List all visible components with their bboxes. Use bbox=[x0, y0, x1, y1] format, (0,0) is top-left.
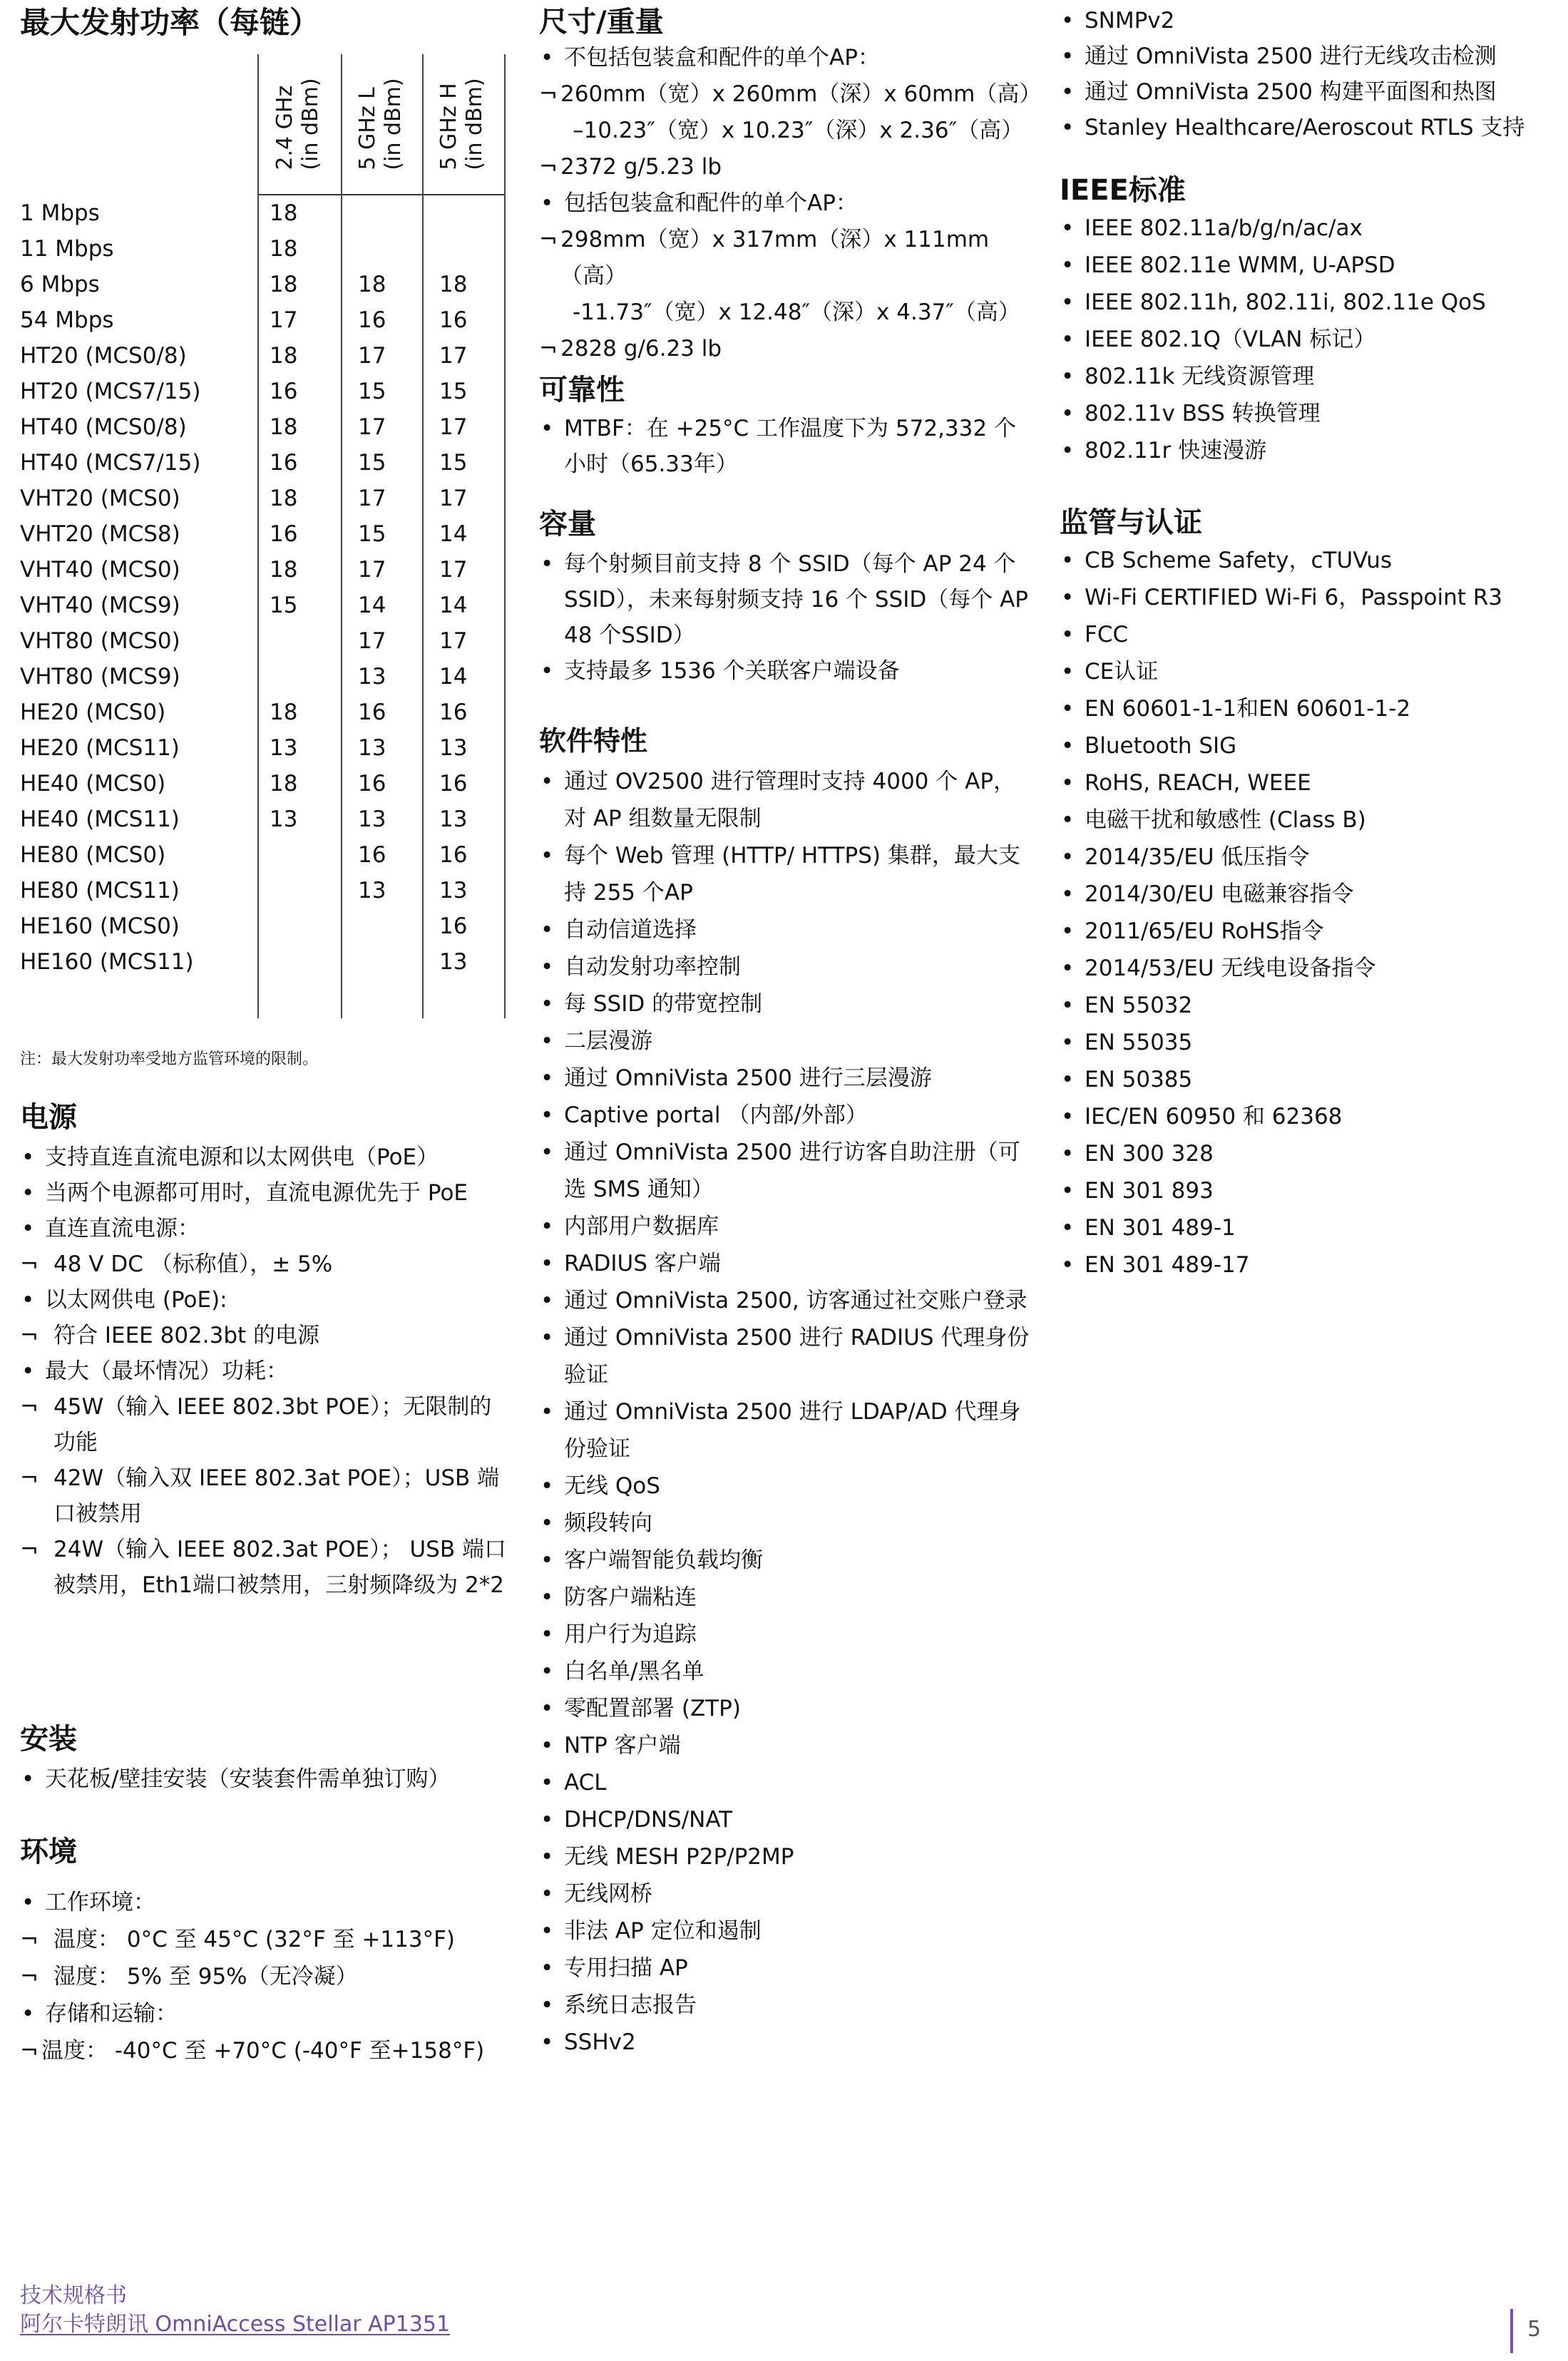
list-item: • EN 301 893 bbox=[1060, 1172, 1559, 1209]
list-item: • 自动发射功率控制 bbox=[539, 948, 1031, 985]
rate-label: HT40 (MCS7/15) bbox=[20, 450, 201, 476]
table-row bbox=[20, 944, 504, 980]
section-regulatory bbox=[1060, 503, 1559, 1284]
list-item: • 专用扫描 AP bbox=[539, 1950, 1031, 1987]
list-item: • 客户端智能负载均衡 bbox=[539, 1542, 1031, 1579]
rate-label: 11 Mbps bbox=[20, 236, 114, 262]
list-subitem: ¬ 48 V DC （标称值），± 5% bbox=[20, 1246, 512, 1282]
value-5ghz-l: 13 bbox=[358, 664, 386, 690]
install-title: 安装 bbox=[20, 1723, 77, 1756]
list-item: • 用户行为追踪 bbox=[539, 1616, 1031, 1653]
value-5ghz-h: 15 bbox=[439, 379, 468, 404]
list-item: • EN 55032 bbox=[1060, 987, 1559, 1024]
table-row bbox=[20, 730, 504, 766]
list-item: • 2014/35/EU 低压指令 bbox=[1060, 839, 1559, 876]
value-5ghz-l: 16 bbox=[358, 307, 386, 333]
rate-label: HE80 (MCS0) bbox=[20, 842, 166, 868]
list-item: • 支持最多 1536 个关联客户端设备 bbox=[539, 653, 1031, 689]
table-row bbox=[20, 659, 504, 695]
list-item: • 以太网供电 (PoE): bbox=[20, 1282, 512, 1318]
table-row bbox=[20, 445, 504, 481]
list-item: • Captive portal （内部/外部） bbox=[539, 1097, 1031, 1134]
value-5ghz-l: 17 bbox=[358, 343, 386, 369]
rate-label: VHT40 (MCS0) bbox=[20, 557, 180, 583]
list-item: • IEEE 802.11a/b/g/n/ac/ax bbox=[1060, 210, 1559, 247]
list-item: • 非法 AP 定位和遏制 bbox=[539, 1912, 1031, 1950]
list-item: • EN 50385 bbox=[1060, 1061, 1559, 1098]
list-subitem: ¬ 2372 g/5.23 lb bbox=[539, 149, 1031, 185]
value-5ghz-l: 15 bbox=[358, 521, 386, 547]
list-item: • 工作环境： bbox=[20, 1884, 512, 1921]
list-item: • IEC/EN 60950 和 62368 bbox=[1060, 1098, 1559, 1135]
tx-power-table-header bbox=[257, 54, 504, 195]
list-item: • ACL bbox=[539, 1764, 1031, 1801]
table-row bbox=[20, 195, 504, 231]
list-item: • 802.11k 无线资源管理 bbox=[1060, 358, 1559, 395]
value-5ghz-l: 17 bbox=[358, 414, 386, 440]
table-row bbox=[20, 552, 504, 588]
list-item: • EN 300 328 bbox=[1060, 1135, 1559, 1172]
section-reliability bbox=[539, 371, 1031, 482]
list-item: • CE认证 bbox=[1060, 653, 1559, 690]
rate-label: VHT80 (MCS9) bbox=[20, 664, 180, 690]
header-cell-5ghz-h bbox=[421, 54, 503, 194]
value-2-4ghz: 18 bbox=[270, 557, 298, 583]
value-2-4ghz: 18 bbox=[270, 771, 298, 797]
value-5ghz-h: 15 bbox=[439, 450, 468, 476]
value-2-4ghz: 18 bbox=[270, 414, 298, 440]
header-cell-2-4ghz bbox=[257, 54, 339, 194]
table-row bbox=[20, 908, 504, 944]
list-item: • 每个 Web 管理 (HTTP/ HTTPS) 集群，最大支持 255 个AP bbox=[539, 837, 1031, 911]
list-subitem: ¬ 45W（输入 IEEE 802.3bt POE）；无限制的功能 bbox=[20, 1389, 512, 1460]
tx-power-note: 注：最大发射功率受地方监管环境的限制。 bbox=[20, 1050, 319, 1068]
list-item: • 2014/53/EU 无线电设备指令 bbox=[1060, 950, 1559, 987]
capacity-title: 容量 bbox=[539, 508, 596, 541]
value-2-4ghz: 13 bbox=[270, 806, 298, 832]
list-item: • 通过 OmniVista 2500 构建平面图和热图 bbox=[1060, 74, 1559, 110]
table-row bbox=[20, 695, 504, 730]
list-item: • EN 301 489-17 bbox=[1060, 1246, 1559, 1284]
table-row bbox=[20, 588, 504, 623]
footer-divider bbox=[1510, 2309, 1513, 2353]
section-software bbox=[539, 722, 1031, 2061]
header-unit: (in dBm) bbox=[462, 78, 487, 170]
value-5ghz-h: 13 bbox=[439, 735, 468, 761]
rate-label: HE160 (MCS11) bbox=[20, 949, 194, 975]
list-subitem: ¬ 24W（输入 IEEE 802.3at POE）； USB 端口被禁用，Eth1端口被禁用，三射频降级为 2*2 bbox=[20, 1532, 512, 1603]
rate-label: HE80 (MCS11) bbox=[20, 878, 180, 903]
list-item: • 自动信道选择 bbox=[539, 911, 1031, 948]
tx-power-title: 最大发射功率（每链） bbox=[20, 5, 320, 40]
table-row bbox=[20, 374, 504, 409]
list-item: • SSHv2 bbox=[539, 2024, 1031, 2061]
reliability-title: 可靠性 bbox=[539, 374, 625, 406]
dimensions-list bbox=[539, 40, 1042, 367]
list-item: • 2014/30/EU 电磁兼容指令 bbox=[1060, 876, 1559, 913]
list-item: • IEEE 802.1Q（VLAN 标记） bbox=[1060, 321, 1559, 358]
value-5ghz-l: 16 bbox=[358, 842, 386, 868]
footer-doc-type: 技术规格书 bbox=[20, 2283, 127, 2308]
value-5ghz-h: 14 bbox=[439, 593, 468, 618]
value-5ghz-l: 17 bbox=[358, 628, 386, 654]
section-power bbox=[20, 1098, 512, 1603]
list-item: • 系统日志报告 bbox=[539, 1987, 1031, 2024]
table-row bbox=[20, 481, 504, 516]
header-label: 5 GHz L bbox=[355, 87, 380, 170]
value-5ghz-l: 17 bbox=[358, 486, 386, 511]
value-5ghz-l: 17 bbox=[358, 557, 386, 583]
list-item: • 通过 OmniVista 2500 进行 LDAP/AD 代理身份验证 bbox=[539, 1393, 1031, 1468]
table-row bbox=[20, 766, 504, 801]
rate-label: HE160 (MCS0) bbox=[20, 913, 180, 939]
list-subitem: -11.73″（宽）x 12.48″（深）x 4.37″（高） bbox=[573, 299, 1020, 325]
list-item: • 不包括包装盒和配件的单个AP： bbox=[539, 40, 1031, 76]
rate-label: 1 Mbps bbox=[20, 200, 100, 226]
value-5ghz-l: 18 bbox=[358, 272, 386, 297]
value-5ghz-h: 17 bbox=[439, 628, 468, 654]
header-cell-5ghz-l bbox=[340, 54, 421, 194]
value-2-4ghz: 18 bbox=[270, 200, 298, 226]
list-item: • EN 60601-1-1和EN 60601-1-2 bbox=[1060, 690, 1559, 727]
list-item: • 无线网桥 bbox=[539, 1875, 1031, 1912]
value-5ghz-l: 13 bbox=[358, 735, 386, 761]
page-number: 5 bbox=[1527, 2317, 1542, 2342]
value-5ghz-h: 16 bbox=[439, 771, 468, 797]
list-item: • 频段转向 bbox=[539, 1505, 1031, 1542]
table-row bbox=[20, 302, 504, 338]
value-5ghz-l: 16 bbox=[358, 700, 386, 725]
list-item: • 每 SSID 的带宽控制 bbox=[539, 985, 1031, 1023]
rate-label: 54 Mbps bbox=[20, 307, 114, 333]
list-item: • EN 301 489-1 bbox=[1060, 1209, 1559, 1246]
section-capacity bbox=[539, 505, 1031, 689]
list-subitem: ¬ 温度： 0°C 至 45°C (32°F 至 +113°F) bbox=[20, 1921, 512, 1958]
dimensions-title: 尺寸/重量 bbox=[539, 6, 664, 39]
table-row bbox=[20, 801, 504, 837]
table-row bbox=[20, 837, 504, 873]
value-2-4ghz: 15 bbox=[270, 593, 298, 618]
ieee-title: IEEE标准 bbox=[1060, 174, 1186, 207]
value-2-4ghz: 18 bbox=[270, 343, 298, 369]
value-5ghz-h: 14 bbox=[439, 521, 468, 547]
value-2-4ghz: 16 bbox=[270, 379, 298, 404]
value-5ghz-l: 13 bbox=[358, 806, 386, 832]
table-row bbox=[20, 516, 504, 552]
list-item: • 内部用户数据库 bbox=[539, 1208, 1031, 1245]
list-item: • 包括包装盒和配件的单个AP： bbox=[539, 185, 1031, 222]
list-item: • 存储和运输： bbox=[20, 1995, 512, 2032]
list-subitem: ¬ 2828 g/6.23 lb bbox=[539, 331, 1031, 367]
list-item: • 电磁干扰和敏感性 (Class B) bbox=[1060, 801, 1559, 839]
list-item: • MTBF：在 +25°C 工作温度下为 572,332 个小时（65.33年） bbox=[539, 411, 1031, 482]
list-item: • 二层漫游 bbox=[539, 1023, 1031, 1060]
list-subitem: ¬ 符合 IEEE 802.3bt 的电源 bbox=[20, 1318, 512, 1353]
list-item: • 支持直连直流电源和以太网供电（PoE） bbox=[20, 1139, 512, 1175]
rate-label: HE20 (MCS0) bbox=[20, 700, 166, 725]
regulatory-title: 监管与认证 bbox=[1060, 506, 1202, 539]
table-row bbox=[20, 267, 504, 302]
list-item: • FCC bbox=[1060, 616, 1559, 653]
list-item: • RADIUS 客户端 bbox=[539, 1245, 1031, 1282]
value-5ghz-h: 14 bbox=[439, 664, 468, 690]
ieee-list bbox=[1060, 210, 1559, 469]
table-row bbox=[20, 409, 504, 445]
table-row bbox=[20, 873, 504, 908]
value-5ghz-h: 17 bbox=[439, 557, 468, 583]
list-item: • 通过 OmniVista 2500 进行 RADIUS 代理身份验证 bbox=[539, 1319, 1031, 1393]
section-install bbox=[20, 1720, 512, 1797]
environment-list bbox=[20, 1884, 512, 2069]
list-item: • 无线 MESH P2P/P2MP bbox=[539, 1838, 1031, 1875]
power-list bbox=[20, 1139, 512, 1603]
list-subitem: ¬ 260mm（宽）x 260mm（深）x 60mm（高） bbox=[539, 76, 1031, 113]
rate-label: 6 Mbps bbox=[20, 272, 100, 297]
list-item: • 防客户端粘连 bbox=[539, 1579, 1031, 1616]
value-5ghz-h: 16 bbox=[439, 842, 468, 868]
header-label: 2.4 GHz bbox=[272, 85, 297, 170]
rate-label: HT20 (MCS7/15) bbox=[20, 379, 201, 404]
list-item: • 通过 OmniVista 2500 进行三层漫游 bbox=[539, 1060, 1031, 1097]
section-environment bbox=[20, 1833, 512, 2069]
list-item: • 零配置部署 (ZTP) bbox=[539, 1690, 1031, 1727]
list-item: • 白名单/黑名单 bbox=[539, 1653, 1031, 1690]
list-subitem: ¬ 湿度： 5% 至 95%（无冷凝） bbox=[20, 1958, 512, 1995]
list-subitem: ¬ 42W（输入双 IEEE 802.3at POE）；USB 端口被禁用 bbox=[20, 1460, 512, 1532]
rate-label: HT20 (MCS0/8) bbox=[20, 343, 187, 369]
list-item: • SNMPv2 bbox=[1060, 3, 1559, 39]
value-2-4ghz: 18 bbox=[270, 700, 298, 725]
section-dimensions bbox=[539, 3, 1042, 367]
list-item: • 当两个电源都可用时，直流电源优先于 PoE bbox=[20, 1175, 512, 1211]
rate-label: HE40 (MCS11) bbox=[20, 806, 180, 832]
list-item: • Wi-Fi CERTIFIED Wi-Fi 6，Passpoint R3 bbox=[1060, 579, 1559, 616]
value-2-4ghz: 17 bbox=[270, 307, 298, 333]
reliability-list bbox=[539, 411, 1031, 482]
value-5ghz-l: 13 bbox=[358, 878, 386, 903]
list-item: • 无线 QoS bbox=[539, 1468, 1031, 1505]
rate-label: HE20 (MCS11) bbox=[20, 735, 180, 761]
rate-label: VHT20 (MCS8) bbox=[20, 521, 180, 547]
header-unit: (in dBm) bbox=[381, 78, 406, 170]
value-5ghz-h: 13 bbox=[439, 878, 468, 903]
list-item: • IEEE 802.11e WMM, U-APSD bbox=[1060, 247, 1559, 284]
list-item: • Bluetooth SIG bbox=[1060, 727, 1559, 764]
value-5ghz-l: 16 bbox=[358, 771, 386, 797]
value-2-4ghz: 13 bbox=[270, 735, 298, 761]
list-item: • EN 55035 bbox=[1060, 1024, 1559, 1061]
list-item: • 最大（最坏情况）功耗： bbox=[20, 1353, 512, 1389]
rate-label: VHT20 (MCS0) bbox=[20, 486, 180, 511]
software-list bbox=[539, 763, 1031, 2061]
value-5ghz-h: 17 bbox=[439, 343, 468, 369]
value-5ghz-h: 16 bbox=[439, 913, 468, 939]
software-title: 软件特性 bbox=[539, 725, 648, 757]
list-item: • CB Scheme Safety，cTUVus bbox=[1060, 542, 1559, 579]
value-2-4ghz: 16 bbox=[270, 450, 298, 476]
value-5ghz-h: 16 bbox=[439, 700, 468, 725]
value-5ghz-l: 15 bbox=[358, 379, 386, 404]
list-item: • IEEE 802.11h, 802.11i, 802.11e QoS bbox=[1060, 284, 1559, 321]
value-2-4ghz: 18 bbox=[270, 486, 298, 511]
list-item: • 802.11v BSS 转换管理 bbox=[1060, 395, 1559, 432]
software-list-continued bbox=[1060, 3, 1559, 145]
value-5ghz-h: 17 bbox=[439, 414, 468, 440]
value-5ghz-h: 13 bbox=[439, 949, 468, 975]
list-item: • 天花板/壁挂安装（安装套件需单独订购） bbox=[20, 1761, 512, 1797]
table-row bbox=[20, 338, 504, 374]
install-list bbox=[20, 1761, 512, 1797]
header-unit: (in dBm) bbox=[298, 78, 323, 170]
rate-label: VHT40 (MCS9) bbox=[20, 593, 180, 618]
list-item: • 通过 OmniVista 2500 进行无线攻击检测 bbox=[1060, 39, 1559, 74]
list-subitem: ¬ 298mm（宽）x 317mm（深）x 111mm（高） bbox=[539, 222, 1031, 295]
list-item: • 通过 OV2500 进行管理时支持 4000 个 AP，对 AP 组数量无限制 bbox=[539, 763, 1031, 837]
list-subitem: –10.23″（宽）x 10.23″（深）x 2.36″（高） bbox=[573, 118, 1024, 143]
list-item: • DHCP/DNS/NAT bbox=[539, 1801, 1031, 1838]
list-item: • NTP 客户端 bbox=[539, 1727, 1031, 1764]
table-row bbox=[20, 623, 504, 659]
list-item: • RoHS, REACH, WEEE bbox=[1060, 764, 1559, 801]
value-2-4ghz: 18 bbox=[270, 236, 298, 262]
list-item: • Stanley Healthcare/Aeroscout RTLS 支持 bbox=[1060, 110, 1559, 145]
list-item: • 每个射频目前支持 8 个 SSID（每个 AP 24 个SSID），未来每射频支持 16 个 SSID（每个 AP 48 个SSID） bbox=[539, 546, 1031, 653]
list-subitem: ¬ 温度： -40°C 至 +70°C (-40°F 至+158°F) bbox=[20, 2032, 512, 2069]
value-5ghz-h: 16 bbox=[439, 307, 468, 333]
regulatory-list bbox=[1060, 542, 1559, 1284]
list-item: • 通过 OmniVista 2500, 访客通过社交账户登录 bbox=[539, 1282, 1031, 1319]
rate-label: HE40 (MCS0) bbox=[20, 771, 166, 797]
value-5ghz-h: 13 bbox=[439, 806, 468, 832]
value-2-4ghz: 16 bbox=[270, 521, 298, 547]
rate-label: VHT80 (MCS0) bbox=[20, 628, 180, 654]
value-5ghz-l: 14 bbox=[358, 593, 386, 618]
power-title: 电源 bbox=[20, 1101, 77, 1134]
footer-product-link[interactable]: 阿尔卡特朗讯 OmniAccess Stellar AP1351 bbox=[20, 2312, 451, 2337]
table-row bbox=[20, 231, 504, 267]
capacity-list bbox=[539, 546, 1031, 689]
header-label: 5 GHz H bbox=[436, 83, 461, 170]
value-5ghz-l: 15 bbox=[358, 450, 386, 476]
list-item: • 通过 OmniVista 2500 进行访客自助注册（可选 SMS 通知） bbox=[539, 1134, 1031, 1208]
list-item: • 2011/65/EU RoHS指令 bbox=[1060, 913, 1559, 950]
value-5ghz-h: 18 bbox=[439, 272, 468, 297]
value-2-4ghz: 18 bbox=[270, 272, 298, 297]
list-item: • 直连直流电源： bbox=[20, 1211, 512, 1246]
section-ieee bbox=[1060, 171, 1559, 469]
rate-label: HT40 (MCS0/8) bbox=[20, 414, 187, 440]
environment-title: 环境 bbox=[20, 1835, 77, 1868]
tx-power-table-body bbox=[20, 195, 504, 980]
value-5ghz-h: 17 bbox=[439, 486, 468, 511]
list-item: • 802.11r 快速漫游 bbox=[1060, 432, 1559, 469]
